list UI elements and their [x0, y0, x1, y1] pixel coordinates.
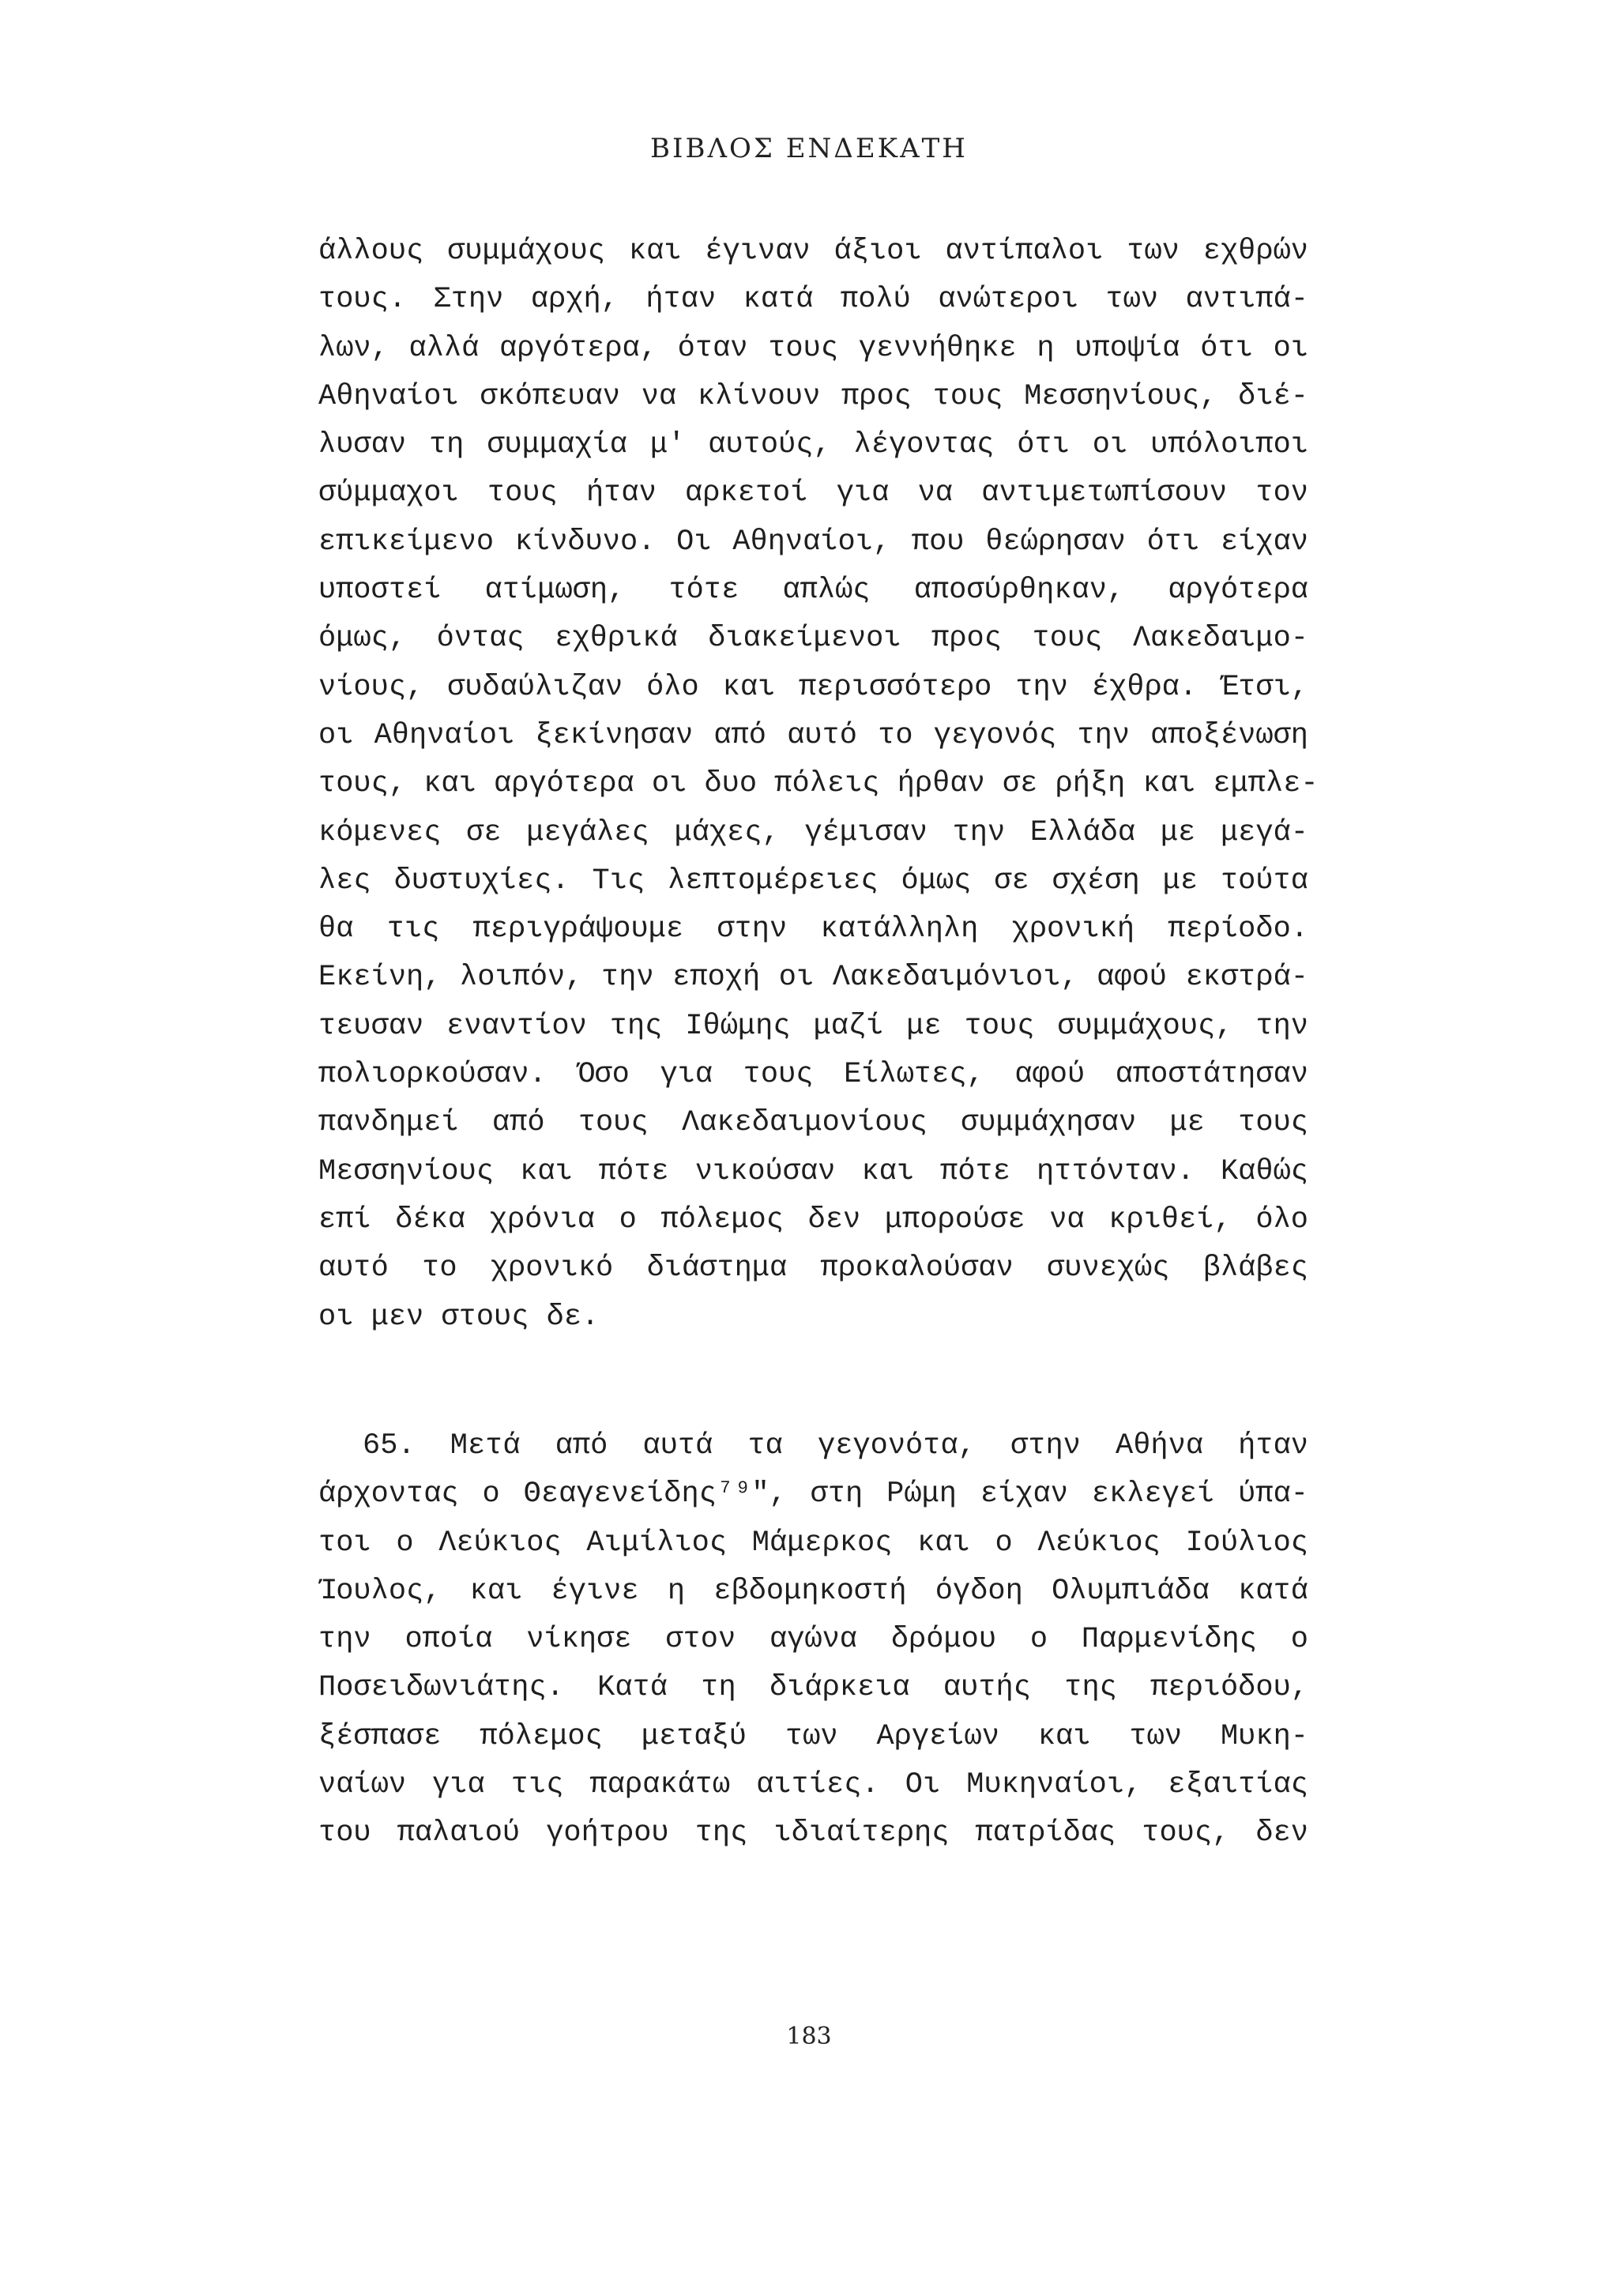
text-line: λυσαν τη συμμαχία μ' αυτούς, λέγοντας ότι οι υπόλοιποι	[318, 428, 1308, 462]
text-line: ξέσπασε πόλεμος μεταξύ των Αργείων και των Μυκη-	[318, 1719, 1308, 1753]
text-line: οι Αθηναίοι ξεκίνησαν από αυτό το γεγονός την αποξένωση	[318, 718, 1308, 752]
text-line: 65. Μετά από αυτά τα γεγονότα, στην Αθήνα ήταν	[363, 1429, 1308, 1462]
text-line: οι μεν στους δε.	[318, 1300, 600, 1334]
text-line: Μεσσηνίους και πότε νικούσαν και πότε ηττόνταν. Καθώς	[318, 1154, 1308, 1188]
page-number: 183	[786, 2023, 832, 2050]
text-line: σύμμαχοι τους ήταν αρκετοί για να αντιμετωπίσουν τον	[318, 476, 1308, 510]
text-line: Ίουλος, και έγινε η εβδομηκοστή όγδοη Ολυμπιάδα κατά	[318, 1574, 1308, 1608]
text-line: Αθηναίοι σκόπευαν να κλίνουν προς τους Μεσσηνίους, διέ-	[318, 379, 1308, 413]
text-line: τευσαν εναντίον της Ιθώμης μαζί με τους συμμάχους, την	[318, 1009, 1308, 1043]
text-line: επικείμενο κίνδυνο. Οι Αθηναίοι, που θεώρησαν ότι είχαν	[318, 525, 1308, 559]
text-line: υποστεί ατίμωση, τότε απλώς αποσύρθηκαν, αργότερα	[318, 574, 1308, 608]
text-line: τους. Στην αρχή, ήταν κατά πολύ ανώτεροι των αντιπά-	[318, 283, 1308, 317]
paragraph-65	[318, 1422, 1308, 1858]
text-line: Ποσειδωνιάτης. Κατά τη διάρκεια αυτής της περιόδου,	[318, 1671, 1308, 1705]
paragraph-continued	[318, 228, 1319, 1342]
text-line: λων, αλλά αργότερα, όταν τους γεννήθηκε η υποψία ότι οι	[318, 331, 1308, 365]
text-line: τοι ο Λεύκιος Αιμίλιος Μάμερκος και ο Λεύκιος Ιούλιος	[318, 1526, 1308, 1560]
text-line: άλλους συμμάχους και έγιναν άξιοι αντίπαλοι των εχθρών	[318, 235, 1308, 268]
text-line: αυτό το χρονικό διάστημα προκαλούσαν συνεχώς βλάβες	[318, 1252, 1308, 1285]
text-line: κόμενες σε μεγάλες μάχες, γέμισαν την Ελλάδα με μεγά-	[318, 815, 1308, 849]
text-line: πολιορκούσαν. Όσο για τους Είλωτες, αφού αποστάτησαν	[318, 1058, 1308, 1092]
text-line: Εκείνη, λοιπόν, την εποχή οι Λακεδαιμόνιοι, αφού εκστρά-	[318, 961, 1308, 995]
text-line: τους, και αργότερα οι δυο πόλεις ήρθαν σε ρήξη και εμπλε-	[318, 767, 1319, 801]
running-head: ΒΙΒΛΟΣ ΕΝΔΕΚΑΤΗ	[650, 133, 968, 164]
text-line: όμως, όντας εχθρικά διακείμενοι προς τους Λακεδαιμο-	[318, 622, 1308, 656]
text-line: του παλαιού γοήτρου της ιδιαίτερης πατρίδας τους, δεν	[318, 1816, 1308, 1850]
text-line: θα τις περιγράψουμε στην κατάλληλη χρονική περίοδο.	[318, 913, 1308, 947]
text-line: άρχοντας ο Θεαγενείδης⁷⁹", στη Ρώμη είχαν εκλεγεί ύπα-	[318, 1477, 1308, 1511]
text-line: επί δέκα χρόνια ο πόλεμος δεν μπορούσε να κριθεί, όλο	[318, 1203, 1308, 1236]
text-line: πανδημεί από τους Λακεδαιμονίους συμμάχησαν με τους	[318, 1106, 1308, 1140]
text-line: την οποία νίκησε στον αγώνα δρόμου ο Παρμενίδης ο	[318, 1623, 1308, 1657]
text-line: νίους, συδαύλιζαν όλο και περισσότερο την έχθρα. Έτσι,	[318, 670, 1308, 704]
text-line: λες δυστυχίες. Τις λεπτομέρειες όμως σε σχέση με τούτα	[318, 864, 1308, 898]
text-line: ναίων για τις παρακάτω αιτίες. Οι Μυκηναίοι, εξαιτίας	[318, 1768, 1308, 1802]
